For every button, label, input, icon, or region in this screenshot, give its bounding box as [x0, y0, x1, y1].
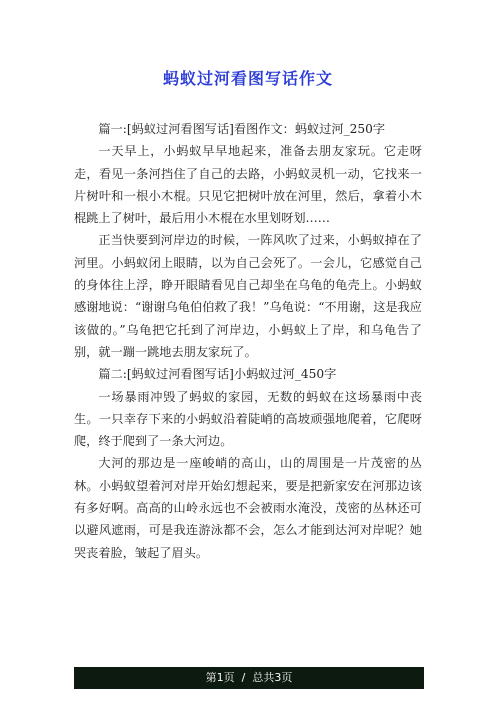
section-heading-2: 篇二:[蚂蚁过河看图写话]小蚂蚁过河_450字 — [98, 367, 337, 382]
page-indicator: 第1页 / 总共3页 — [74, 667, 424, 689]
document-body — [74, 118, 422, 564]
document-title: 蚂蚁过河看图写话作文 — [162, 69, 333, 88]
section-heading-1: 篇一:[蚂蚁过河看图写话]看图作文：蚂蚁过河_250字 — [98, 122, 386, 136]
paragraph: 正当快要到河岸边的时候，一阵风吹了过来，小蚂蚁掉在了河里。小蚂蚁闭上眼睛，以为自己会死了。一会儿，它感觉自己的身体往上浮，睁开眼睛看见自己却坐在乌龟的龟壳上。小蚂蚁感谢地说：“谢谢乌龟伯伯救了我！”乌龟说：“不用谢，这是我应该做的。”乌龟把它托到了河岸边，小蚂蚁上了岸，和乌龟告了别，就一蹦一跳地去朋友家玩了。 — [74, 233, 422, 359]
paragraph: 一天早上，小蚂蚁早早地起来，准备去朋友家玩。它走呀走，看见一条河挡住了自己的去路，小蚂蚁灵机一动，它找来一片树叶和一根小木棍。只见它把树叶放在河里，然后，拿着小木棍跳上了树叶，最后用小木棍在水里划呀划…… — [74, 144, 422, 226]
paragraph: 一场暴雨冲毁了蚂蚁的家园，无数的蚂蚁在这场暴雨中丧生。一只幸存下来的小蚂蚁沿着陡峭的高坡顽强地爬着，它爬呀爬，终于爬到了一条大河边。 — [74, 389, 422, 449]
paragraph: 大河的那边是一座峻峭的高山，山的周围是一片茂密的丛林。小蚂蚁望着河对岸开始幻想起来，要是把新家安在河那边该有多好啊。高高的山岭永远也不会被雨水淹没，茂密的丛林还可以避风遮雨，可是我连游泳都不会，怎么才能到达河对岸呢？她哭丧着脸，皱起了眉头。 — [74, 456, 422, 560]
